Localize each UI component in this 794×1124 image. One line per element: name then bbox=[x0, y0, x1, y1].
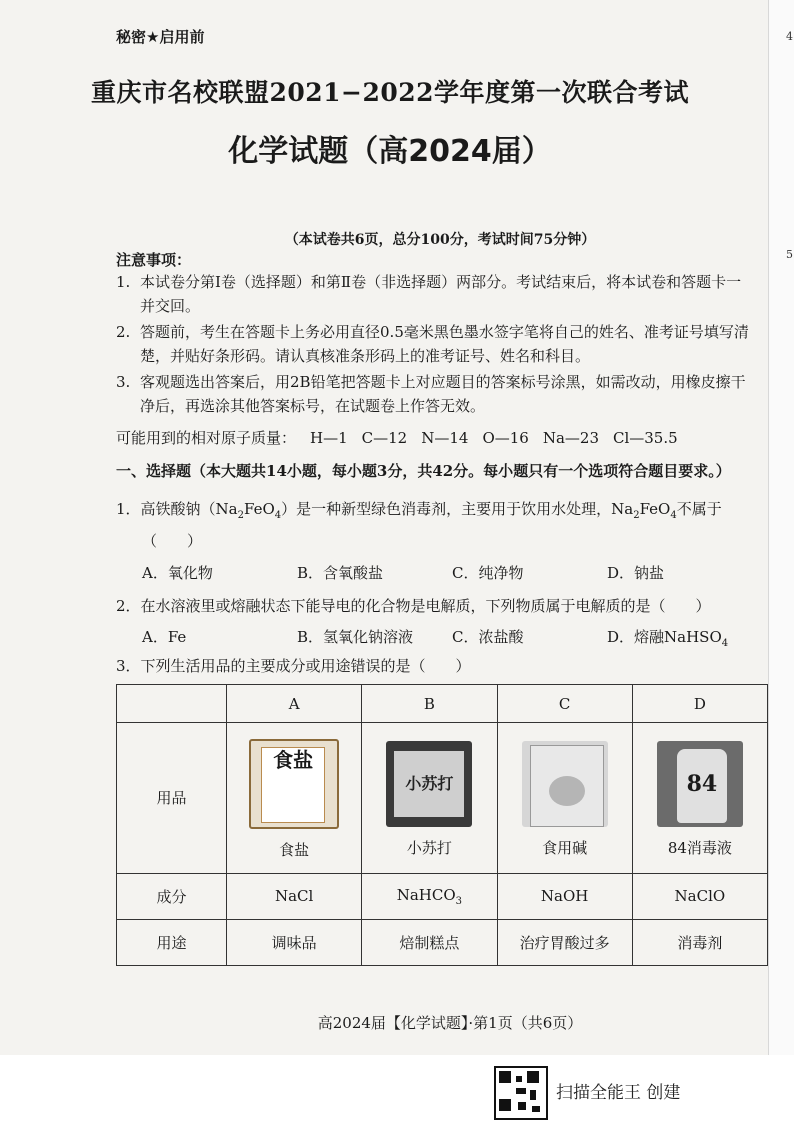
salt-bag-image bbox=[249, 739, 339, 829]
option-b: B．含氧酸盐 bbox=[297, 564, 384, 582]
option-a: A．Fe bbox=[142, 628, 187, 646]
q1-text: FeO bbox=[639, 500, 671, 518]
notice-item bbox=[116, 320, 756, 368]
edible-alkali-image bbox=[522, 741, 608, 827]
item-cell bbox=[362, 723, 497, 874]
q1-sub: 2 bbox=[633, 510, 640, 521]
item-name: 食用碱 bbox=[542, 839, 588, 858]
use-cell: 消毒剂 bbox=[632, 919, 767, 965]
qr-code-icon bbox=[494, 1066, 548, 1120]
option-d: D．钠盐 bbox=[607, 564, 665, 582]
question-1-blank: （ ） bbox=[142, 532, 203, 550]
question-1-stem bbox=[116, 498, 756, 521]
item-name: 小苏打 bbox=[406, 839, 452, 858]
edge-number: 4 bbox=[786, 30, 793, 43]
notice-num: 3. bbox=[116, 373, 131, 391]
option-c: C．浓盐酸 bbox=[452, 628, 524, 646]
mass-value: H—1 bbox=[310, 429, 348, 447]
component-cell: NaCl bbox=[227, 873, 362, 919]
q1-sub: 4 bbox=[670, 510, 677, 521]
row-label: 成分 bbox=[117, 873, 227, 919]
mass-value: O—16 bbox=[482, 429, 529, 447]
question-2-options bbox=[142, 626, 762, 649]
exam-title: 重庆市名校联盟2021−2022学年度第一次联合考试 bbox=[90, 78, 690, 107]
alkali-bag bbox=[530, 745, 604, 827]
q1-sub: 4 bbox=[274, 510, 282, 521]
alkali-graphic bbox=[549, 776, 585, 806]
products-table bbox=[116, 684, 768, 966]
table-header: C bbox=[497, 685, 632, 723]
component-text: NaHCO bbox=[396, 885, 456, 904]
mass-value: N—14 bbox=[421, 429, 469, 447]
notice-num: 2. bbox=[116, 323, 131, 341]
notice-list bbox=[116, 270, 756, 420]
row-label: 用途 bbox=[117, 919, 227, 965]
use-cell: 治疗胃酸过多 bbox=[497, 919, 632, 965]
baking-soda-image bbox=[386, 741, 472, 827]
atomic-masses bbox=[116, 427, 678, 448]
table-corner bbox=[117, 685, 227, 723]
q1-text: FeO bbox=[244, 500, 275, 518]
notice-num: 1. bbox=[116, 273, 131, 291]
baking-soda-label: 小苏打 bbox=[394, 751, 464, 817]
item-cell bbox=[497, 723, 632, 874]
exam-subtitle: 化学试题（高2024届） bbox=[228, 134, 552, 169]
item-name: 食盐 bbox=[279, 841, 310, 860]
notice-text: 本试卷分第Ⅰ卷（选择题）和第Ⅱ卷（非选择题）两部分。考试结束后，将本试卷和答题卡一并交回。 bbox=[140, 273, 742, 315]
item-cell bbox=[227, 723, 362, 874]
page-footer: 高2024届【化学试题】·第1页（共6页） bbox=[317, 1014, 583, 1032]
option-d-sub: 4 bbox=[721, 638, 729, 649]
bottle-label: 84 bbox=[677, 749, 727, 823]
use-cell: 焙制糕点 bbox=[362, 919, 497, 965]
item-cell bbox=[632, 723, 767, 874]
notice-text: 答题前，考生在答题卡上务必用直径0.5毫米黑色墨水签字笔将自己的姓名、准考证号填写清楚，并贴好条形码。请认真核准条形码上的准考证号、姓名和科目。 bbox=[140, 323, 749, 365]
option-a: A．氧化物 bbox=[142, 564, 213, 582]
component-cell: NaOH bbox=[497, 873, 632, 919]
table-header: D bbox=[632, 685, 767, 723]
q1-text: ）是一种新型绿色消毒剂，主要用于饮用水处理，Na bbox=[281, 500, 634, 518]
option-b: B．氢氧化钠溶液 bbox=[297, 628, 414, 646]
disinfectant-bottle-image bbox=[657, 741, 743, 827]
scanner-watermark: 扫描全能王 创建 bbox=[556, 1083, 681, 1103]
notice-text: 客观题选出答案后，用2B铅笔把答题卡上对应题目的答案标号涂黑，如需改动，用橡皮擦干净后，再选涂其他答案标号，在试题卷上作答无效。 bbox=[140, 373, 746, 415]
salt-bag-label: 食盐 bbox=[261, 747, 325, 823]
use-cell: 调味品 bbox=[227, 919, 362, 965]
item-name: 84消毒液 bbox=[667, 839, 732, 858]
edge-number: 5 bbox=[786, 248, 793, 261]
exam-info: （本试卷共6页，总分100分，考试时间75分钟） bbox=[284, 232, 596, 248]
q1-sub: 2 bbox=[237, 510, 244, 521]
q1-text: 1．高铁酸钠（Na bbox=[116, 500, 238, 518]
notice-item bbox=[116, 370, 756, 418]
table-header: A bbox=[227, 685, 362, 723]
component-cell: NaClO bbox=[632, 873, 767, 919]
q1-text: 不属于 bbox=[676, 500, 722, 518]
option-d-text: D．熔融NaHSO bbox=[607, 628, 722, 646]
row-label: 用品 bbox=[117, 723, 227, 874]
question-3-stem: 3．下列生活用品的主要成分或用途错误的是（ ） bbox=[116, 657, 471, 675]
question-2-stem: 2．在水溶液里或熔融状态下能导电的化合物是电解质，下列物质属于电解质的是（ ） bbox=[116, 597, 711, 615]
option-d bbox=[607, 626, 762, 649]
table-row-components bbox=[117, 873, 768, 919]
component-cell bbox=[362, 873, 497, 919]
option-c: C．纯净物 bbox=[452, 564, 524, 582]
question-1-options bbox=[142, 562, 762, 583]
mass-value: Na—23 bbox=[542, 429, 599, 447]
mass-value: Cl—35.5 bbox=[612, 429, 678, 447]
notice-heading: 注意事项： bbox=[116, 251, 192, 269]
notice-item bbox=[116, 270, 756, 318]
table-header-row bbox=[117, 685, 768, 723]
component-sub: 3 bbox=[455, 895, 463, 907]
masses-label: 可能用到的相对原子质量： bbox=[116, 429, 297, 447]
table-header: B bbox=[362, 685, 497, 723]
table-row-items bbox=[117, 723, 768, 874]
secret-label: 秘密★启用前 bbox=[116, 28, 205, 46]
section-heading: 一、选择题（本大题共14小题，每小题3分，共42分。每小题只有一个选项符合题目要求。） bbox=[116, 462, 731, 480]
mass-value: C—12 bbox=[361, 429, 408, 447]
table-row-uses bbox=[117, 919, 768, 965]
